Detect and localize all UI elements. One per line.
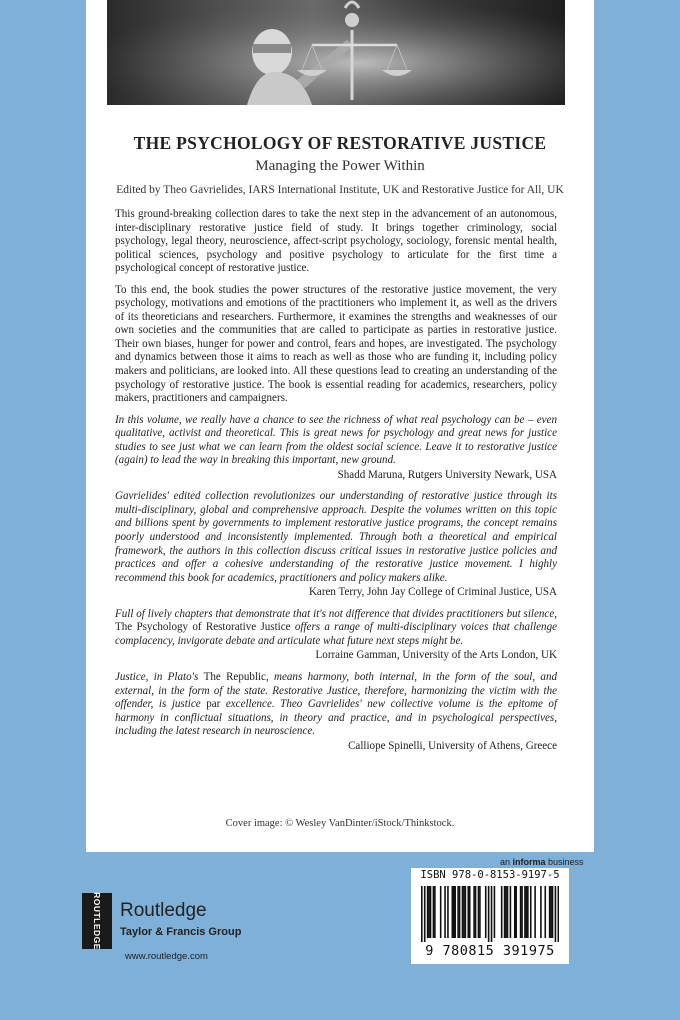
isbn-text: ISBN 978-0-8153-9197-5 [420, 869, 560, 881]
barcode-bar [457, 886, 459, 938]
barcode-bar [475, 886, 477, 938]
barcode-bar [452, 886, 454, 938]
barcode-bar [444, 886, 446, 938]
barcode-bar [552, 886, 554, 938]
barcode-bar [488, 886, 490, 942]
barcode-bar [521, 886, 523, 938]
endorsement-author: Shadd Maruna, Rutgers University Newark, USA [337, 468, 557, 481]
barcode-bar [549, 886, 551, 938]
barcode-bar [430, 886, 432, 938]
publisher-url: www.routledge.com [125, 951, 208, 962]
barcode-bar [558, 886, 559, 942]
barcode-bar [434, 886, 436, 938]
barcode-bar [463, 886, 465, 938]
barcode-bar [462, 886, 464, 938]
book-title-reference: The Psychology of Restorative Justice [115, 621, 291, 634]
book-title: THE PSYCHOLOGY OF RESTORATIVE JUSTICE [133, 133, 547, 153]
barcode-bar [459, 886, 461, 938]
endorsement-quote: In this volume, we really have a chance to see the richness of what real psychology can be – even qualitative, activist and theoretical. This is great news for psychology and great news for justice studies to see just what we can learn from the oldest social science. Leave it to restorative justice (again) to lead the way in breaking this important, new ground. [115, 413, 557, 467]
cover-image-lady-justice [107, 0, 565, 105]
endorsement [115, 608, 557, 663]
ean-text: 9 780815 391975 [425, 943, 555, 959]
endorsement-author: Calliope Spinelli, University of Athens, Greece [348, 739, 557, 752]
barcode-bar [540, 886, 542, 938]
publisher-group: Taylor & Francis Group [120, 926, 242, 938]
barcode-bar [428, 886, 430, 938]
barcode-bar [453, 886, 455, 938]
endorsement-quote: Justice, in Plato's The Republic, means harmony, both internal, in the form of the soul, and external, in the form of the state. Restorative Justice, therefore, harmonizing the victim with the offender, is justice par excellence. Theo Gavrielides' new collective volume is the epitome of harmony in conflictual situations, in theory and practice, and in psychological perspectives, including the latest research in neuroscience. [115, 670, 558, 738]
barcode-bar [440, 886, 442, 938]
barcode-bar [454, 886, 456, 938]
barcode-bar [530, 886, 532, 938]
barcode-bar [424, 886, 426, 942]
barcode-bar [501, 886, 503, 938]
editor-line: Edited by Theo Gavrielides, IARS International Institute, UK and Restorative Justice for All, UK [116, 184, 564, 196]
barcode-bar [479, 886, 481, 938]
barcode-bar [421, 886, 423, 942]
barcode-bar [467, 886, 469, 938]
barcode-bar [524, 886, 526, 938]
description-paragraph: This ground-breaking collection dares to take the next step in the advancement of an autonomous, inter-disciplinary restorative justice field of study. It brings together criminology, social psychology, legal theory, neuroscience, affect-script psychology, sociology, forensic mental health, political sciences, psychology and positive psychology to articulate for the first time a psychological concept of restorative justice. [115, 208, 557, 275]
barcode-bar [550, 886, 552, 938]
barcode-bar [507, 886, 509, 938]
endorsement [115, 490, 557, 599]
barcode-bar [505, 886, 507, 938]
barcode-bar [514, 886, 516, 938]
barcode-box [411, 868, 569, 964]
barcode-bar [465, 886, 467, 938]
barcode-bar [520, 886, 522, 938]
endorsement-author: Karen Terry, John Jay College of Criminal Justice, USA [308, 586, 557, 599]
barcode-bar [555, 886, 557, 942]
barcode-bar [515, 886, 517, 938]
barcode-bar [494, 886, 496, 938]
barcode-bar [469, 886, 471, 938]
barcode-bar [526, 886, 528, 938]
cover-credit: Cover image: © Wesley VanDinter/iStock/Thinkstock. [225, 818, 455, 829]
endorsement [115, 671, 557, 753]
barcode-bar [544, 886, 546, 938]
work-title-reference: The Republic [203, 670, 266, 683]
routledge-mark-icon: ROUTLEDGE [82, 893, 112, 949]
barcode-bar [478, 886, 480, 938]
publisher-logo [82, 893, 282, 973]
description-paragraph: To this end, the book studies the power structures of the restorative justice movement, the very psychology, motivations and emotions of the practitioners who implement it, as well as the drivers of its theoreticians and researchers. Furthermore, it examines the strengths and weaknesses of our own societies and the communities that are called to participate as parties in restorative justice. Their own biases, hunger for power and control, fears and hopes, are investigated. The psychology and dynamics between those it aims to reach as well as those who are funding it, including policy makers and politicians, are looked into. All these questions lead to creating an understanding of the psychology of restorative justice. The book is essential reading for academics, researchers, policy makers, practitioners and campaigners. [115, 283, 557, 405]
informa-business-line: an informa business [500, 857, 584, 867]
endorsement-quote: Full of lively chapters that demonstrate that it's not difference that divides practitioners but silence, The Psychology of Restorative Justice offers a range of multi-disciplinary voices that challenge complacency, invigorate debate and articulate what future next steps might be. [115, 607, 557, 647]
barcode-bar [534, 886, 536, 938]
barcode-bar [447, 886, 449, 938]
barcode-bar [485, 886, 487, 938]
barcode-bar [433, 886, 435, 938]
endorsement [115, 414, 557, 483]
barcode-bar [504, 886, 506, 938]
book-subtitle: Managing the Power Within [255, 158, 425, 174]
publisher-name: Routledge [120, 900, 207, 921]
endorsement-quote: Gavrielides' edited collection revolutionizes our understanding of restorative justice through its multi-disciplinary, global and comprehensive approach. Despite the volumes written on this topic and billions spent by governments to implement restorative justice programs, the concept remains poorly understood and inconsistently implemented. Through both a theoretical and empirical framework, the authors in this collection discuss critical issues in restorative justice policies and practices and offer a cohesive understanding of the restorative justice movement. I highly recommend this book for academics, practitioners and policy makers alike. [115, 490, 557, 584]
barcode-bars [421, 886, 559, 942]
barcode-bar [510, 886, 512, 938]
barcode-bar [473, 886, 475, 938]
blurb [115, 208, 557, 753]
barcode-bar [427, 886, 429, 938]
barcode-bar [527, 886, 529, 938]
endorsement-author: Lorraine Gamman, University of the Arts London, UK [315, 649, 557, 662]
title-block [86, 133, 594, 196]
barcode-bar [491, 886, 493, 942]
